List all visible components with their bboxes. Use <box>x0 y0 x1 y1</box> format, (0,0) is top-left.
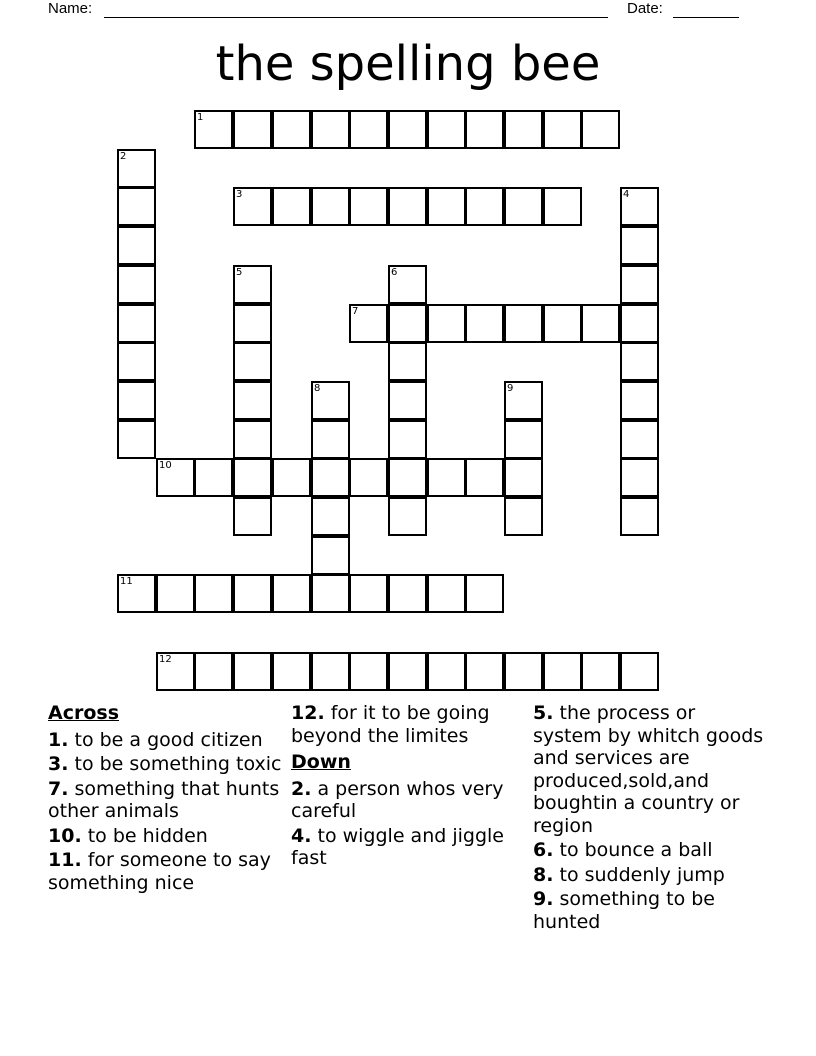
clue-number: 11. <box>48 849 82 871</box>
clue-number-label: 4 <box>623 189 630 200</box>
clue-number-label: 9 <box>507 383 514 394</box>
down-heading: Down <box>291 751 351 773</box>
clue-text: a person whos very careful <box>291 777 504 822</box>
clue-number-label: 1 <box>197 112 204 123</box>
grid-cell[interactable] <box>620 420 659 459</box>
clue-number-label: 12 <box>159 654 172 665</box>
grid-cell[interactable] <box>427 652 466 691</box>
grid-cell[interactable] <box>117 265 156 304</box>
grid-cell[interactable] <box>427 458 466 497</box>
grid-cell[interactable] <box>156 574 195 613</box>
grid-cell[interactable] <box>504 652 543 691</box>
grid-cell[interactable] <box>388 652 427 691</box>
grid-cell[interactable] <box>272 110 311 149</box>
grid-cell[interactable] <box>233 652 272 691</box>
clue-number-label: 8 <box>314 383 321 394</box>
grid-cell[interactable] <box>427 110 466 149</box>
grid-cell[interactable] <box>117 381 156 420</box>
grid-cell[interactable] <box>388 110 427 149</box>
grid-cell[interactable] <box>194 574 233 613</box>
grid-cell[interactable] <box>311 497 350 536</box>
clue-text: to wiggle and jiggle fast <box>291 824 504 869</box>
clue-text: the process or system by whitch goods and services are produced,sold,and boughtin a country or region <box>533 702 764 837</box>
grid-cell[interactable] <box>620 304 659 343</box>
grid-cell[interactable] <box>272 458 311 497</box>
grid-cell[interactable] <box>465 187 504 226</box>
grid-cell[interactable] <box>117 420 156 459</box>
clue-number-label: 2 <box>120 151 127 162</box>
grid-cell[interactable] <box>543 652 582 691</box>
grid-cell[interactable] <box>233 110 272 149</box>
grid-cell[interactable] <box>543 110 582 149</box>
clue-number-label: 11 <box>120 576 133 587</box>
grid-cell[interactable] <box>388 381 427 420</box>
grid-cell[interactable] <box>233 420 272 459</box>
grid-cell[interactable] <box>349 110 388 149</box>
clue-number-label: 5 <box>236 267 243 278</box>
grid-cell[interactable] <box>388 187 427 226</box>
grid-cell[interactable] <box>117 187 156 226</box>
across-heading: Across <box>48 702 120 724</box>
clue-text: to bounce a ball <box>559 839 713 861</box>
clue-across-10 <box>48 825 284 848</box>
grid-cell[interactable] <box>465 304 504 343</box>
clue-text: to be hidden <box>87 824 208 847</box>
clue-across-3 <box>48 753 284 776</box>
grid-cell[interactable] <box>233 497 272 536</box>
grid-cell[interactable] <box>272 574 311 613</box>
grid-cell[interactable] <box>233 342 272 381</box>
grid-cell[interactable] <box>620 381 659 420</box>
clue-number: 7. <box>48 777 69 800</box>
clue-down-2 <box>291 778 527 823</box>
grid-cell[interactable] <box>581 304 620 343</box>
grid-cell[interactable] <box>311 110 350 149</box>
grid-cell[interactable] <box>233 574 272 613</box>
clue-down-9 <box>533 888 769 933</box>
clue-down-8 <box>533 864 769 887</box>
clue-number: 3. <box>48 753 69 775</box>
clue-text: to suddenly jump <box>559 863 725 886</box>
grid-cell[interactable] <box>543 304 582 343</box>
clue-number-label: 6 <box>391 267 398 278</box>
clue-number: 1. <box>48 728 69 751</box>
grid-cell[interactable] <box>543 187 582 226</box>
grid-cell[interactable] <box>233 304 272 343</box>
clue-number: 2. <box>291 777 312 800</box>
grid-cell[interactable] <box>465 574 504 613</box>
clue-number: 6. <box>533 839 554 861</box>
grid-cell[interactable] <box>117 342 156 381</box>
grid-cell[interactable] <box>233 381 272 420</box>
clue-across-1 <box>48 729 284 752</box>
grid-cell[interactable] <box>311 458 350 497</box>
grid-cell[interactable] <box>504 497 543 536</box>
grid-cell[interactable] <box>504 458 543 497</box>
clue-number-label: 7 <box>352 306 359 317</box>
grid-cell[interactable] <box>117 304 156 343</box>
clue-number-label: 10 <box>159 460 172 471</box>
grid-cell[interactable] <box>311 536 350 575</box>
grid-cell[interactable] <box>233 458 272 497</box>
clue-number-label: 3 <box>236 189 243 200</box>
clue-down-6 <box>533 839 769 862</box>
grid-cell[interactable] <box>272 652 311 691</box>
clue-number: 12. <box>291 702 325 724</box>
grid-cell[interactable] <box>620 458 659 497</box>
grid-cell[interactable] <box>349 458 388 497</box>
grid-cell[interactable] <box>388 458 427 497</box>
grid-cell[interactable] <box>388 574 427 613</box>
grid-cell[interactable] <box>620 497 659 536</box>
grid-cell[interactable] <box>388 304 427 343</box>
grid-cell[interactable] <box>581 652 620 691</box>
grid-cell[interactable] <box>504 304 543 343</box>
clue-column-3 <box>533 702 769 935</box>
clue-down-4 <box>291 825 527 870</box>
grid-cell[interactable] <box>465 110 504 149</box>
grid-cell[interactable] <box>388 420 427 459</box>
clue-number: 8. <box>533 863 554 886</box>
grid-cell[interactable] <box>504 110 543 149</box>
grid-cell[interactable] <box>388 342 427 381</box>
grid-cell[interactable] <box>311 652 350 691</box>
grid-cell[interactable] <box>427 574 466 613</box>
grid-cell[interactable] <box>349 574 388 613</box>
clue-text: to be something toxic <box>74 753 282 775</box>
puzzle-title: the spelling bee <box>215 36 601 92</box>
name-label: Name: <box>48 0 93 17</box>
grid-cell[interactable] <box>349 652 388 691</box>
grid-cell[interactable] <box>620 652 659 691</box>
grid-cell[interactable] <box>581 110 620 149</box>
grid-cell[interactable] <box>117 226 156 265</box>
clue-number: 4. <box>291 824 312 847</box>
grid-cell[interactable] <box>194 652 233 691</box>
grid-cell[interactable] <box>620 342 659 381</box>
clue-across-7 <box>48 778 284 823</box>
clue-number: 9. <box>533 888 554 910</box>
clue-column-1 <box>48 702 284 896</box>
grid-cell[interactable] <box>427 187 466 226</box>
clue-across-11 <box>48 849 284 894</box>
clue-across-12 <box>291 702 527 747</box>
clue-text: something to be hunted <box>533 888 715 933</box>
grid-cell[interactable] <box>349 187 388 226</box>
grid-cell[interactable] <box>427 304 466 343</box>
grid-cell[interactable] <box>620 226 659 265</box>
clue-text: for it to be going beyond the limites <box>291 702 490 747</box>
grid-cell[interactable] <box>504 187 543 226</box>
grid-cell[interactable] <box>194 458 233 497</box>
clue-column-2 <box>291 702 527 872</box>
grid-cell[interactable] <box>388 497 427 536</box>
grid-cell[interactable] <box>311 187 350 226</box>
clue-number: 10. <box>48 824 82 847</box>
grid-cell[interactable] <box>311 420 350 459</box>
date-label: Date: <box>627 0 663 17</box>
grid-cell[interactable] <box>272 187 311 226</box>
clue-text: for someone to say something nice <box>48 849 271 894</box>
clue-text: to be a good citizen <box>74 728 263 751</box>
grid-cell[interactable] <box>465 652 504 691</box>
grid-cell[interactable] <box>311 574 350 613</box>
grid-cell[interactable] <box>620 265 659 304</box>
grid-cell[interactable] <box>504 420 543 459</box>
grid-cell[interactable] <box>465 458 504 497</box>
clue-number: 5. <box>533 702 554 724</box>
clue-down-5 <box>533 702 769 837</box>
clue-text: something that hunts other animals <box>48 777 280 822</box>
